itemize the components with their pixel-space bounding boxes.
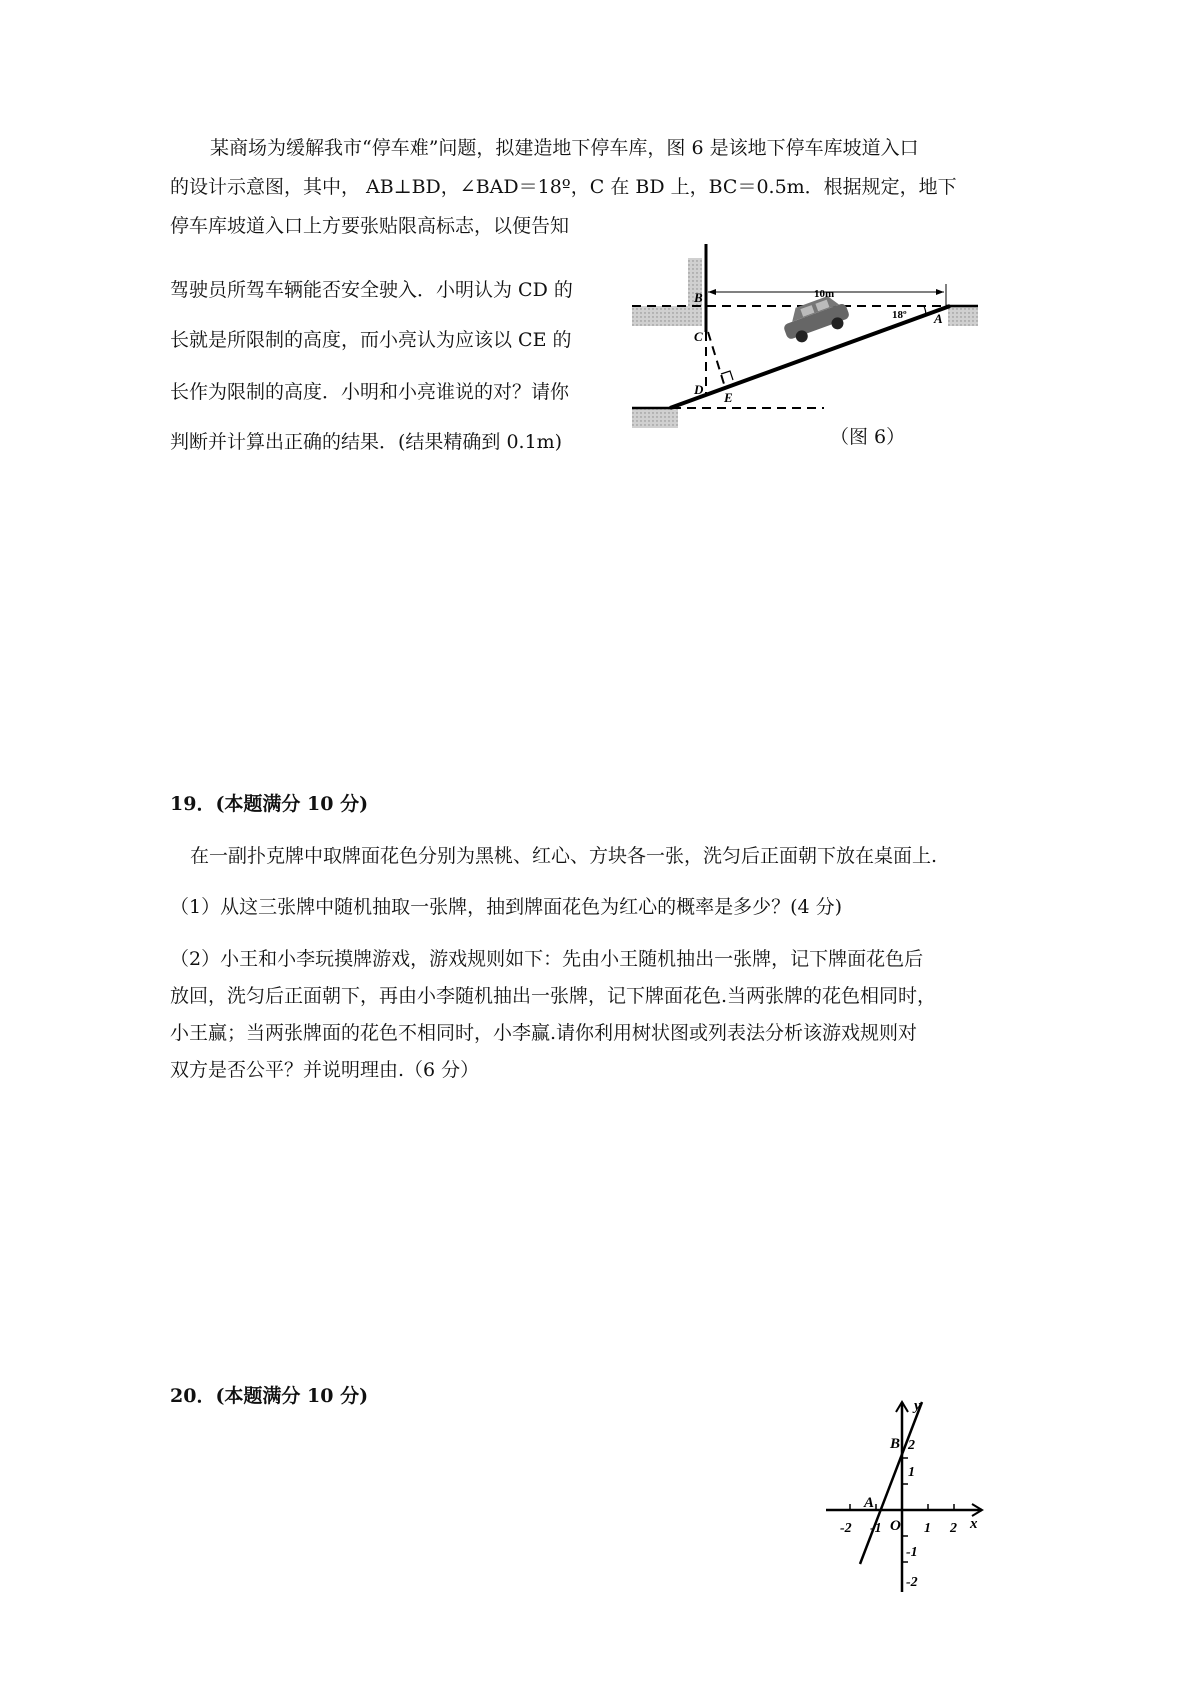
dimension-label: 10m <box>814 288 835 300</box>
x-tick-label: -1 <box>870 1521 882 1536</box>
figure-6-diagram <box>628 240 988 440</box>
problem19-question2-line1: （2）小王和小李玩摸牌游戏，游戏规则如下：先由小王随机抽出一张牌，记下牌面花色后 <box>170 948 924 970</box>
problem20-heading: 20．(本题满分 10 分) <box>170 1385 369 1407</box>
y-tick-label: 2 <box>908 1438 915 1453</box>
problem19-question2-line3: 小王赢；当两张牌面的花色不相同时，小李赢.请你利用树状图或列表法分析该游戏规则对 <box>170 1022 918 1044</box>
y-tick-label: 1 <box>908 1465 915 1480</box>
label-d: D <box>694 382 704 397</box>
x-tick-label: -2 <box>840 1521 852 1536</box>
problem18-line1: 某商场为缓解我市“停车难”问题，拟建造地下停车库，图 6 是该地下停车库坡道入口 <box>210 137 919 159</box>
y-tick-label: -2 <box>906 1575 918 1590</box>
origin-label: O <box>890 1518 901 1534</box>
x-axis-label: x <box>970 1516 978 1532</box>
problem18-line2: 的设计示意图，其中， AB⊥BD，∠BAD＝18º，C 在 BD 上，BC＝0.5m．根据规定，地下 <box>170 176 957 198</box>
problem18-line4: 驾驶员所驾车辆能否安全驶入．小明认为 CD 的 <box>170 279 573 301</box>
problem18-line5: 长就是所限制的高度，而小亮认为应该以 CE 的 <box>170 329 572 351</box>
ground-shading-bottom <box>632 408 678 428</box>
point-b-label: B <box>890 1436 901 1452</box>
linear-function-line <box>860 1402 922 1564</box>
ground-shading-right <box>948 306 978 326</box>
problem19-intro: 在一副扑克牌中取牌面花色分别为黑桃、红心、方块各一张，洗匀后正面朝下放在桌面上. <box>190 845 938 867</box>
point-a-label: A <box>864 1495 875 1511</box>
problem18-line6: 长作为限制的高度．小明和小亮谁说的对？请你 <box>170 381 570 403</box>
problem19-question2-line4: 双方是否公平？并说明理由.（6 分） <box>170 1059 480 1081</box>
y-tick-label: -1 <box>906 1545 918 1560</box>
x-tick-label: 2 <box>950 1521 957 1536</box>
coordinate-graph <box>824 1394 994 1594</box>
label-c: C <box>694 329 703 344</box>
ground-shading-left <box>632 306 702 326</box>
segment-ce <box>708 332 724 384</box>
problem19-heading: 19．(本题满分 10 分) <box>170 793 369 815</box>
label-a: A <box>934 311 943 326</box>
y-axis-label: y <box>914 1398 921 1414</box>
problem18-line3: 停车库坡道入口上方要张贴限高标志，以便告知 <box>170 215 570 237</box>
x-tick-label: 1 <box>924 1521 931 1536</box>
problem18-line7: 判断并计算出正确的结果．(结果精确到 0.1m) <box>170 431 563 453</box>
label-e: E <box>724 390 733 405</box>
problem19-question1: （1）从这三张牌中随机抽取一张牌，抽到牌面花色为红心的概率是多少？(4 分) <box>170 896 843 918</box>
label-b: B <box>694 290 703 305</box>
angle-label: 18º <box>892 309 907 321</box>
problem19-question2-line2: 放回，洗匀后正面朝下，再由小李随机抽出一张牌，记下牌面花色.当两张牌的花色相同时， <box>170 985 937 1007</box>
figure-6-caption: （图 6） <box>830 426 906 448</box>
